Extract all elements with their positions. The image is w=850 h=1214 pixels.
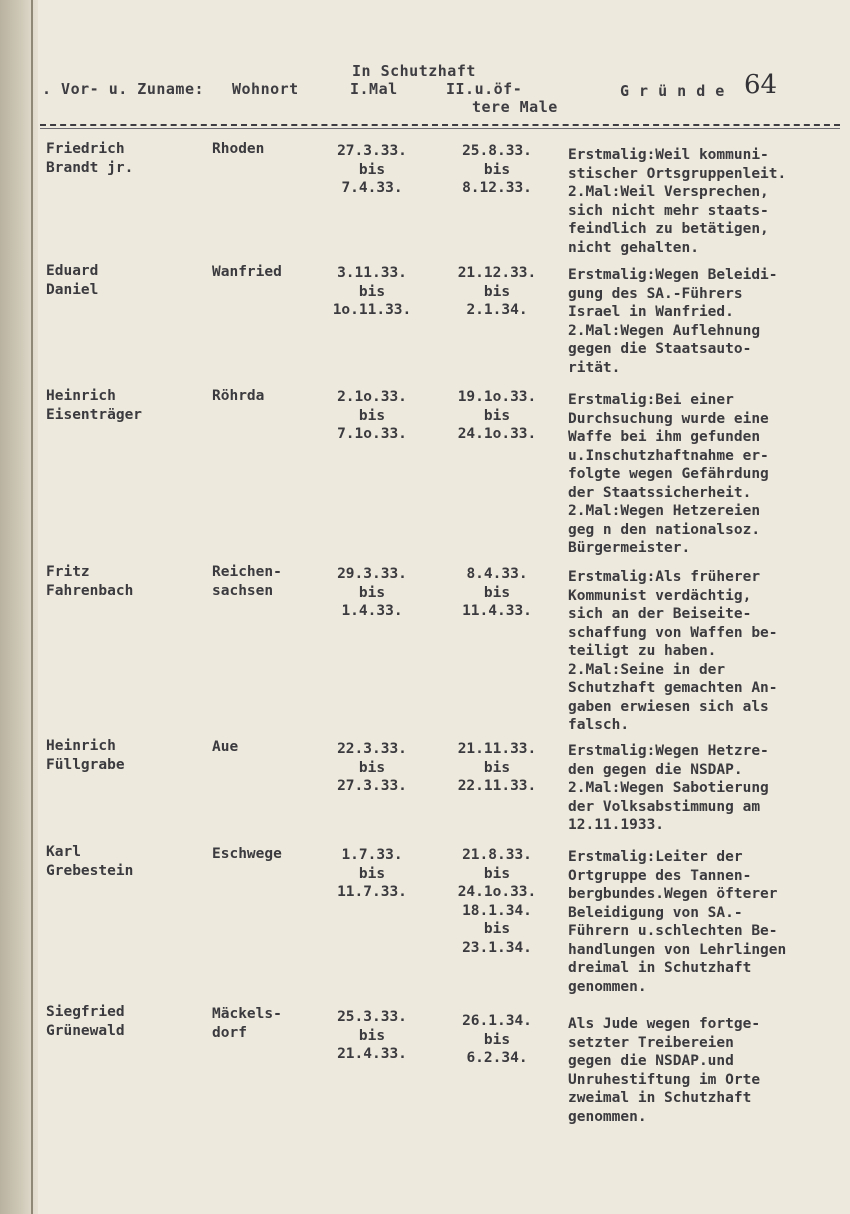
row-3-first-detention: 2.1o.33. bis 7.1o.33. — [337, 389, 407, 442]
row-5-first-detention: 22.3.33. bis 27.3.33. — [337, 741, 407, 794]
row-2-repeat-detention: 21.12.33. bis 2.1.34. — [457, 265, 537, 318]
row-1-name: Friedrich Brandt jr. — [46, 141, 134, 176]
header-rule-underline — [40, 128, 840, 129]
row-7-first-detention: 25.3.33. bis 21.4.33. — [337, 1009, 407, 1062]
row-7-place: Mäckels- dorf — [212, 1006, 282, 1041]
row-5-reasons: Erstmalig:Wegen Hetzre- den gegen die NSDAP. 2.Mal:Wegen Sabotierung der Volksabstimmung am 12.11.1933. — [568, 743, 769, 833]
row-2-name: Eduard Daniel — [46, 263, 99, 298]
header-repeat-column-line2: tere Male — [472, 98, 558, 116]
row-2-reasons: Erstmalig:Wegen Beleidi- gung des SA.-Führers Israel in Wanfried. 2.Mal:Wegen Auflehnung gegen die Staatsauto- rität. — [568, 267, 778, 376]
row-4-reasons: Erstmalig:Als früherer Kommunist verdächtig, sich an der Beiseite- schaffung von Waffen be- teiligt zu haben. 2.Mal:Seine in der Schutzhaft gemachten An- gaben erwiesen sich als falsch. — [568, 569, 778, 733]
header-first-time-column: I.Mal — [350, 80, 398, 98]
row-5-name: Heinrich Füllgrabe — [46, 738, 125, 773]
row-6-repeat-detention: 21.8.33. bis 24.1o.33. 18.1.34. bis 23.1.34. — [457, 847, 537, 956]
row-6-place: Eschwege — [212, 846, 282, 862]
row-4-name: Fritz Fahrenbach — [46, 564, 134, 599]
header-in-schutzhaft: In Schutzhaft — [352, 62, 476, 80]
row-6-name: Karl Grebestein — [46, 844, 134, 879]
row-4-repeat-detention: 8.4.33. bis 11.4.33. — [462, 566, 532, 619]
row-3-reasons: Erstmalig:Bei einer Durchsuchung wurde eine Waffe bei ihm gefunden u.Inschutzhaftnahme er- folgte wegen Gefährdung der Staatssicherheit. 2.Mal:Wegen Hetzereien geg n den nationalsoz. Bürgermeister. — [568, 392, 769, 556]
row-1-first-detention: 27.3.33. bis 7.4.33. — [337, 143, 407, 196]
row-2-first-detention: 3.11.33. bis 1o.11.33. — [332, 265, 412, 318]
row-6-reasons: Erstmalig:Leiter der Ortgruppe des Tannen- bergbundes.Wegen öfterer Beleidigung von SA.- Führern u.schlechten Be- handlungen von Lehrlingen dreimal in Schutzhaft genommen. — [568, 849, 787, 995]
header-rule — [40, 124, 840, 126]
row-3-place: Röhrda — [212, 388, 265, 404]
header-place-column: Wohnort — [232, 80, 299, 98]
row-5-repeat-detention: 21.11.33. bis 22.11.33. — [457, 741, 537, 794]
page-number: 64 — [744, 70, 778, 100]
row-7-name: Siegfried Grünewald — [46, 1004, 125, 1039]
row-1-repeat-detention: 25.8.33. bis 8.12.33. — [462, 143, 532, 196]
header-name-column: . Vor- u. Zuname: — [42, 80, 205, 98]
row-4-first-detention: 29.3.33. bis 1.4.33. — [337, 566, 407, 619]
row-3-repeat-detention: 19.1o.33. bis 24.1o.33. — [457, 389, 537, 442]
row-7-repeat-detention: 26.1.34. bis 6.2.34. — [462, 1013, 532, 1066]
row-2-place: Wanfried — [212, 264, 282, 280]
row-3-name: Heinrich Eisenträger — [46, 388, 143, 423]
row-4-place: Reichen- sachsen — [212, 564, 282, 599]
row-1-reasons: Erstmalig:Weil kommuni- stischer Ortsgruppenleit. 2.Mal:Weil Versprechen, sich nicht mehr staats- feindlich zu betätigen, nicht gehalten. — [568, 147, 787, 256]
header-repeat-column-line1: II.u.öf- — [446, 80, 523, 98]
row-5-place: Aue — [212, 739, 239, 755]
row-7-reasons: Als Jude wegen fortge- setzter Treibereien gegen die NSDAP.und Unruhestiftung im Orte zweimal in Schutzhaft genommen. — [568, 1016, 761, 1125]
row-1-place: Rhoden — [212, 141, 265, 157]
header-reasons-column: G r ü n d e — [620, 82, 725, 100]
row-6-first-detention: 1.7.33. bis 11.7.33. — [337, 847, 407, 900]
